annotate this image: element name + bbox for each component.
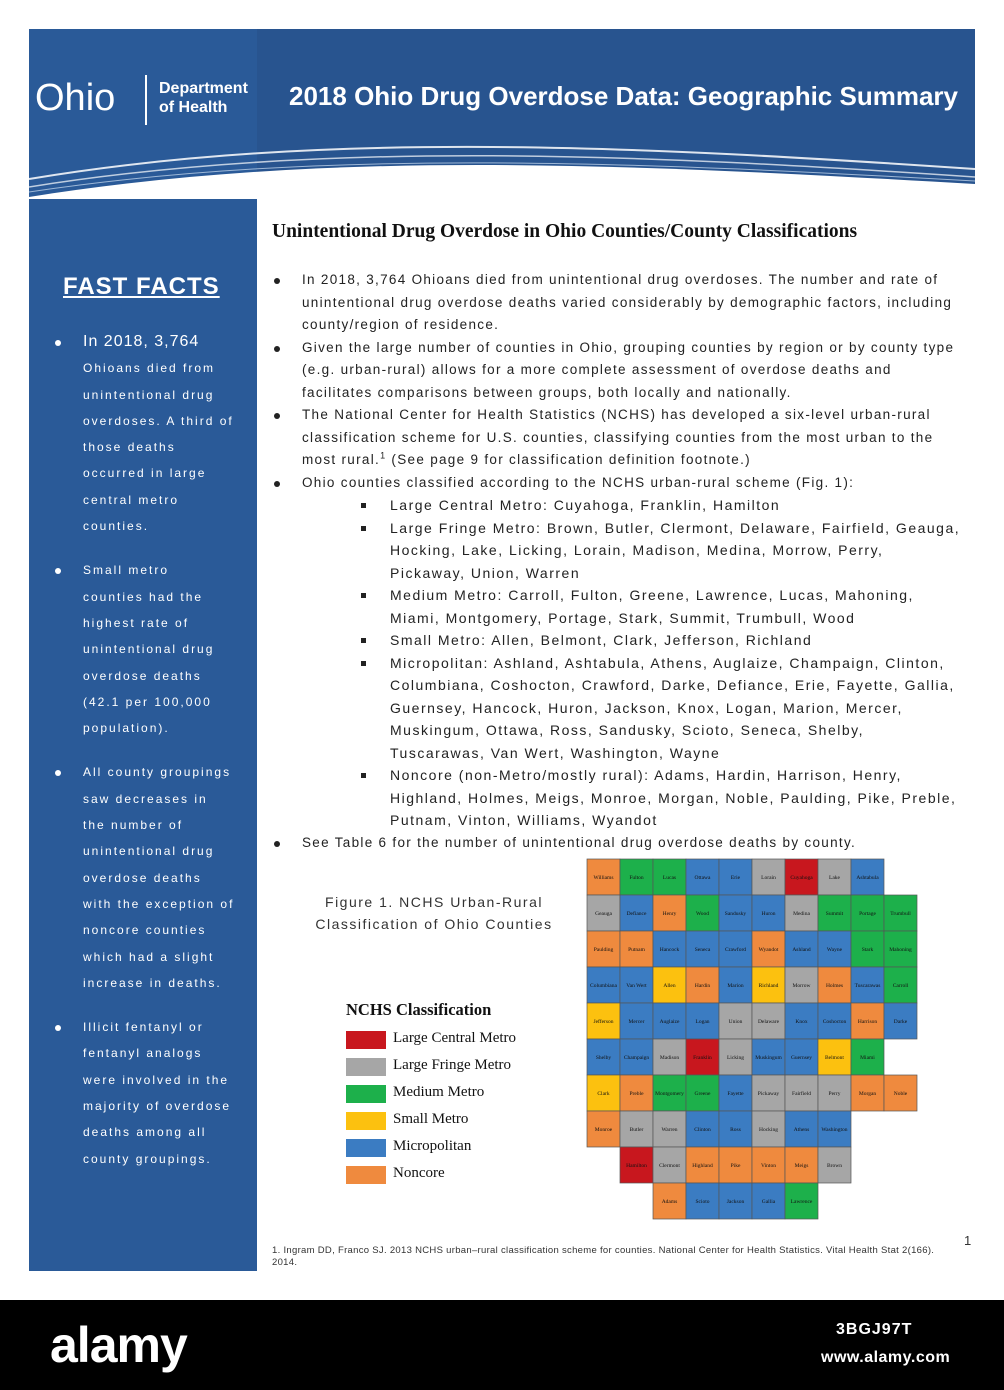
classified-intro: Ohio counties classified according to the NCHS urban-rural scheme (Fig. 1): <box>302 474 855 490</box>
county-brown <box>818 1147 851 1183</box>
fast-fact-item <box>55 557 235 741</box>
county-label: Morgan <box>858 1091 877 1097</box>
county-label: Ashland <box>792 947 811 953</box>
county-label: Pike <box>730 1163 741 1169</box>
footnote: 1. Ingram DD, Franco SJ. 2013 NCHS urban–rural classification scheme for counties. National Center for Health Statistics. Vital Health Stat 2(166). 2014. <box>272 1245 935 1268</box>
county-label: Allen <box>663 983 676 989</box>
county-label: Paulding <box>593 947 614 953</box>
county-coshocton <box>818 1003 851 1039</box>
county-label: Tuscarawas <box>854 983 881 989</box>
classification-item: Medium Metro: Carroll, Fulton, Greene, Lawrence, Lucas, Mahoning, Miami, Montgomery, Portage, Stark, Summit, Trumbull, Wood <box>361 584 962 629</box>
county-label: Van Wert <box>626 983 647 989</box>
county-label: Union <box>728 1019 743 1025</box>
county-label: Noble <box>893 1091 908 1097</box>
county-licking <box>719 1039 752 1075</box>
fast-facts-heading: FAST FACTS <box>63 273 220 300</box>
county-label: Fairfield <box>792 1091 811 1097</box>
legend-title: NCHS Classification <box>346 1000 492 1019</box>
page-number: 1 <box>964 1233 972 1248</box>
county-label: Williams <box>593 875 614 881</box>
county-wayne <box>818 931 851 967</box>
county-label: Coshocton <box>822 1019 847 1025</box>
county-clermont <box>653 1147 686 1183</box>
county-label: Lucas <box>662 875 677 881</box>
county-medina <box>785 895 818 931</box>
county-mercer <box>620 1003 653 1039</box>
county-holmes <box>818 967 851 1003</box>
county-label: Greene <box>694 1091 711 1097</box>
county-label: Licking <box>726 1055 745 1061</box>
county-geauga <box>587 895 620 931</box>
county-label: Geauga <box>595 911 612 917</box>
county-label: Franklin <box>693 1055 712 1061</box>
county-label: Delaware <box>757 1019 780 1025</box>
county-label: Ross <box>730 1127 741 1133</box>
county-darke <box>884 1003 917 1039</box>
county-label: Jackson <box>726 1199 745 1205</box>
county-label: Ottawa <box>694 875 711 881</box>
county-label: Hamilton <box>626 1163 647 1169</box>
county-ashland <box>785 931 818 967</box>
classification-item: Small Metro: Allen, Belmont, Clark, Jefferson, Richland <box>361 629 962 652</box>
main-bullet-list <box>272 269 962 854</box>
classification-list <box>302 494 962 832</box>
county-montgomery <box>653 1075 686 1111</box>
county-crawford <box>719 931 752 967</box>
header-banner <box>29 29 975 199</box>
county-trumbull <box>884 895 917 931</box>
county-highland <box>686 1147 719 1183</box>
county-miami <box>851 1039 884 1075</box>
fast-fact-text: All county groupings saw decreases in the number of unintentional drug overdose deaths with the exception of noncore counties which had a slight increase in deaths. <box>83 765 235 990</box>
fast-fact-item <box>55 1014 235 1172</box>
county-label: Richland <box>758 983 779 989</box>
county-logan <box>686 1003 719 1039</box>
county-label: Shelby <box>595 1055 612 1061</box>
main-bullet <box>272 472 962 832</box>
county-auglaize <box>653 1003 686 1039</box>
county-greene <box>686 1075 719 1111</box>
main-bullet: See Table 6 for the number of unintentional drug overdose deaths by county. <box>272 832 962 855</box>
county-label: Henry <box>662 911 677 917</box>
county-label: Clermont <box>659 1163 680 1169</box>
county-williams <box>587 859 620 895</box>
county-athens <box>785 1111 818 1147</box>
legend-swatch <box>346 1139 386 1157</box>
county-marion <box>719 967 752 1003</box>
county-label: Guernsey <box>790 1055 813 1061</box>
county-morgan <box>851 1075 884 1111</box>
page-title: 2018 Ohio Drug Overdose Data: Geographic Summary <box>289 81 958 111</box>
county-mahoning <box>884 931 917 967</box>
county-label: Scioto <box>695 1199 710 1205</box>
county-label: Defiance <box>626 911 647 917</box>
county-label: Perry <box>828 1091 841 1097</box>
county-label: Stark <box>861 947 874 953</box>
main-bullet: In 2018, 3,764 Ohioans died from unintentional drug overdoses. The number and rate of unintentional drug overdose deaths varied considerably by demographic factors, including county/region of residence. <box>272 269 962 337</box>
legend-swatch <box>346 1166 386 1184</box>
county-label: Hardin <box>694 983 711 989</box>
legend-swatch <box>346 1085 386 1103</box>
county-label: Brown <box>827 1163 842 1169</box>
county-adams <box>653 1183 686 1219</box>
county-label: Mahoning <box>889 947 912 953</box>
classification-item: Large Central Metro: Cuyahoga, Franklin, Hamilton <box>361 494 962 517</box>
county-pike <box>719 1147 752 1183</box>
county-label: Wyandot <box>758 947 779 953</box>
county-guernsey <box>785 1039 818 1075</box>
county-label: Seneca <box>694 947 711 953</box>
county-label: Jefferson <box>593 1019 614 1025</box>
ohio-county-map <box>585 857 931 1237</box>
stock-image-id: 3BGJ97T <box>836 1321 913 1338</box>
county-label: Belmont <box>825 1055 844 1061</box>
county-label: Monroe <box>594 1127 613 1133</box>
fast-fact-text: Small metro counties had the highest rate of unintentional drug overdose deaths (42.1 per 100,000 population). <box>83 563 215 736</box>
county-label: Medina <box>793 911 810 917</box>
stock-logo: alamy <box>50 1317 187 1373</box>
county-erie <box>719 859 752 895</box>
county-label: Darke <box>893 1019 908 1025</box>
legend-label: Large Fringe Metro <box>393 1057 512 1073</box>
county-label: Vinton <box>761 1163 776 1169</box>
county-label: Holmes <box>825 983 844 989</box>
county-butler <box>620 1111 653 1147</box>
county-label: Putnam <box>628 947 645 953</box>
county-columbiana <box>587 967 620 1003</box>
county-meigs <box>785 1147 818 1183</box>
county-label: Lawrence <box>790 1199 813 1205</box>
county-van-wert <box>620 967 653 1003</box>
county-pickaway <box>752 1075 785 1111</box>
classification-item: Large Fringe Metro: Brown, Butler, Clermont, Delaware, Fairfield, Geauga, Hocking, Lake, Licking, Lorain, Madison, Medina, Morrow, Perry, Pickaway, Union, Warren <box>361 517 962 585</box>
county-ashtabula <box>851 859 884 895</box>
county-noble <box>884 1075 917 1111</box>
county-summit <box>818 895 851 931</box>
fast-fact-lead: In 2018, 3,764 <box>83 333 200 350</box>
county-jackson <box>719 1183 752 1219</box>
county-delaware <box>752 1003 785 1039</box>
county-ross <box>719 1111 752 1147</box>
legend-label: Small Metro <box>393 1111 469 1127</box>
county-lawrence <box>785 1183 818 1219</box>
county-clark <box>587 1075 620 1111</box>
county-stark <box>851 931 884 967</box>
county-label: Miami <box>860 1055 875 1061</box>
county-label: Lorain <box>761 875 776 881</box>
county-hocking <box>752 1111 785 1147</box>
county-label: Mercer <box>628 1019 645 1025</box>
county-tuscarawas <box>851 967 884 1003</box>
legend-swatch <box>346 1031 386 1049</box>
county-scioto <box>686 1183 719 1219</box>
county-putnam <box>620 931 653 967</box>
county-label: Madison <box>659 1055 680 1061</box>
county-wood <box>686 895 719 931</box>
county-label: Clark <box>597 1091 610 1097</box>
fast-facts-list <box>55 329 235 1190</box>
county-label: Auglaize <box>659 1019 680 1025</box>
county-belmont <box>818 1039 851 1075</box>
fast-fact-text: Ohioans died from unintentional drug overdoses. A third of those deaths occurred in large central metro counties. <box>83 361 234 534</box>
county-label: Knox <box>795 1019 808 1025</box>
county-label: Montgomery <box>655 1091 684 1097</box>
county-label: Warren <box>661 1127 678 1133</box>
county-label: Fayette <box>727 1091 744 1097</box>
county-label: Huron <box>761 911 776 917</box>
county-wyandot <box>752 931 785 967</box>
county-label: Champaign <box>623 1055 650 1061</box>
classification-item: Micropolitan: Ashland, Ashtabula, Athens, Auglaize, Champaign, Clinton, Columbiana, Coshocton, Crawford, Darke, Defiance, Erie, Fayette, Gallia, Guernsey, Hancock, Huron, Jackson, Knox, Logan, Marion, Mercer, Muskingum, Ottawa, Ross, Sandusky, Scioto, Seneca, Shelby, Tuscarawas, Van Wert, Washington, Wayne <box>361 652 962 765</box>
county-hancock <box>653 931 686 967</box>
county-knox <box>785 1003 818 1039</box>
nchs-text: The National Center for Health Statistics (NCHS) has developed a six-level urban-rural classification scheme for U.S. counties, classifying counties from the most urban to the most rural. <box>302 407 934 467</box>
county-label: Fulton <box>629 875 644 881</box>
footnote-ref: 1 <box>380 450 387 461</box>
county-label: Wood <box>695 911 710 917</box>
county-jefferson <box>587 1003 620 1039</box>
fast-fact-item <box>55 759 235 996</box>
classification-item: Noncore (non-Metro/mostly rural): Adams, Hardin, Harrison, Henry, Highland, Holmes, Meigs, Monroe, Morgan, Noble, Paulding, Pike, Preble, Putnam, Vinton, Williams, Wyandot <box>361 764 962 832</box>
county-label: Sandusky <box>724 911 747 917</box>
county-preble <box>620 1075 653 1111</box>
county-morrow <box>785 967 818 1003</box>
county-harrison <box>851 1003 884 1039</box>
section-title: Unintentional Drug Overdose in Ohio Counties/County Classifications <box>272 221 858 242</box>
legend-label: Large Central Metro <box>393 1030 517 1046</box>
county-allen <box>653 967 686 1003</box>
fast-fact-text: Illicit fentanyl or fentanyl analogs were involved in the majority of overdose deaths among all county groupings. <box>83 1020 232 1166</box>
county-lorain <box>752 859 785 895</box>
county-huron <box>752 895 785 931</box>
county-seneca <box>686 931 719 967</box>
county-label: Washington <box>821 1127 848 1133</box>
county-label: Hancock <box>659 947 680 953</box>
county-label: Marion <box>727 983 744 989</box>
county-muskingum <box>752 1039 785 1075</box>
county-label: Gallia <box>761 1199 776 1205</box>
ohio-logo: Ohio <box>35 77 116 119</box>
county-clinton <box>686 1111 719 1147</box>
legend-label: Micropolitan <box>393 1138 472 1154</box>
county-henry <box>653 895 686 931</box>
county-label: Trumbull <box>890 911 911 917</box>
nchs-tail: (See page 9 for classification definition footnote.) <box>386 452 751 467</box>
main-bullet <box>272 404 962 472</box>
county-label: Lake <box>829 875 840 881</box>
county-label: Cuyahoga <box>790 875 813 881</box>
county-label: Highland <box>692 1163 713 1169</box>
county-perry <box>818 1075 851 1111</box>
county-label: Columbiana <box>590 983 617 989</box>
county-label: Wayne <box>826 947 843 953</box>
main-bullet: Given the large number of counties in Ohio, grouping counties by region or by county type (e.g. urban-rural) allows for a more complete assessment of overdose deaths and facilitates comparisons between groups, both locally and nationally. <box>272 337 962 405</box>
county-label: Portage <box>859 911 876 917</box>
county-label: Erie <box>730 875 741 881</box>
county-fulton <box>620 859 653 895</box>
legend-label: Noncore <box>393 1165 445 1181</box>
county-label: Pickaway <box>757 1091 780 1097</box>
county-richland <box>752 967 785 1003</box>
logo-dept-line1: Department <box>159 80 248 97</box>
stock-url: www.alamy.com <box>821 1349 951 1366</box>
county-carroll <box>884 967 917 1003</box>
county-ottawa <box>686 859 719 895</box>
county-hardin <box>686 967 719 1003</box>
county-gallia <box>752 1183 785 1219</box>
county-label: Carroll <box>892 983 909 989</box>
county-cuyahoga <box>785 859 818 895</box>
county-hamilton <box>620 1147 653 1183</box>
county-warren <box>653 1111 686 1147</box>
county-fairfield <box>785 1075 818 1111</box>
county-label: Ashtabula <box>856 875 879 881</box>
logo-divider <box>145 75 147 125</box>
county-champaign <box>620 1039 653 1075</box>
logo-department-text <box>159 79 248 117</box>
county-union <box>719 1003 752 1039</box>
county-label: Preble <box>629 1091 644 1097</box>
county-lucas <box>653 859 686 895</box>
county-label: Athens <box>793 1127 810 1133</box>
county-label: Logan <box>695 1019 710 1025</box>
county-franklin <box>686 1039 719 1075</box>
county-label: Summit <box>825 911 844 917</box>
county-madison <box>653 1039 686 1075</box>
county-lake <box>818 859 851 895</box>
figure-caption: Figure 1. NCHS Urban-Rural Classification of Ohio Counties <box>315 894 553 932</box>
county-defiance <box>620 895 653 931</box>
county-portage <box>851 895 884 931</box>
logo-dept-line2: of Health <box>159 99 228 116</box>
legend-label: Medium Metro <box>393 1084 485 1100</box>
legend-swatch <box>346 1112 386 1130</box>
county-paulding <box>587 931 620 967</box>
county-label: Harrison <box>857 1019 878 1025</box>
county-shelby <box>587 1039 620 1075</box>
county-label: Butler <box>629 1127 644 1133</box>
county-sandusky <box>719 895 752 931</box>
document-page <box>29 29 975 1271</box>
county-label: Clinton <box>694 1127 711 1133</box>
county-monroe <box>587 1111 620 1147</box>
county-vinton <box>752 1147 785 1183</box>
legend-swatch <box>346 1058 386 1076</box>
county-label: Muskingum <box>755 1055 782 1061</box>
county-fayette <box>719 1075 752 1111</box>
county-label: Hocking <box>759 1127 778 1133</box>
county-washington <box>818 1111 851 1147</box>
county-label: Crawford <box>724 947 747 953</box>
county-label: Morrow <box>792 983 811 989</box>
fast-fact-item <box>55 329 235 539</box>
county-label: Meigs <box>794 1163 809 1169</box>
county-label: Adams <box>661 1199 678 1205</box>
